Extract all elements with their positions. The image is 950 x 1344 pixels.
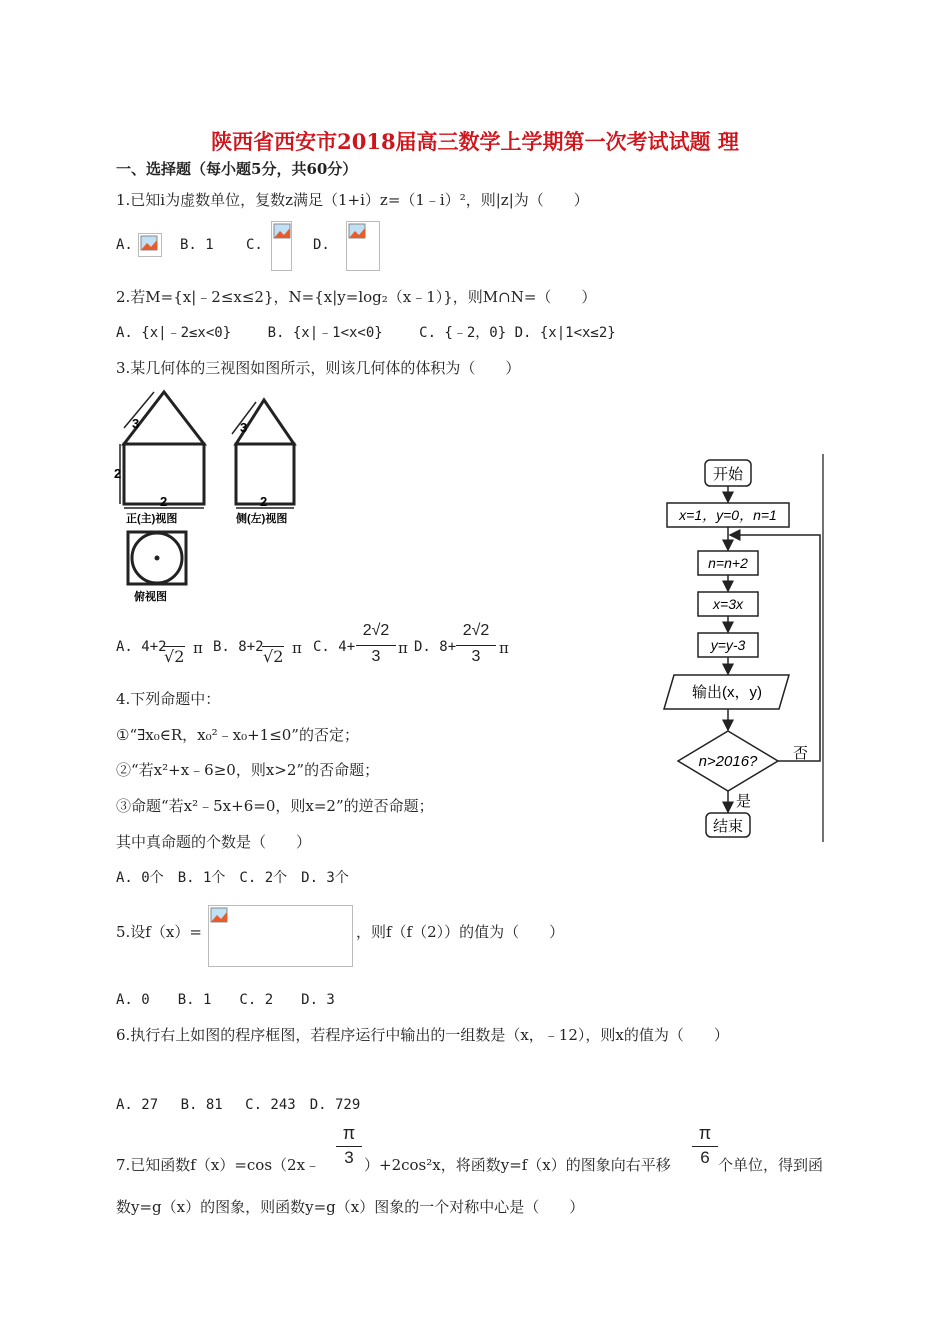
- q3-option-d-prefix: D. 8+: [414, 639, 457, 655]
- side-dim-2: 2: [260, 494, 268, 509]
- flow-step-y-text: y=y-3: [710, 637, 746, 653]
- q3-option-b-pi: π: [292, 639, 302, 657]
- front-dim-2-vertical: 2: [114, 466, 122, 481]
- q3-option-a-sqrt: √2: [164, 647, 185, 666]
- flow-start-text: 开始: [712, 466, 744, 483]
- q3-option-c-numerator: 2√2: [362, 622, 390, 639]
- q2-stem: 2.若M={x|﹣2≤x≤2}，N={x|y=log₂（x﹣1）}，则M∩N=（ ）: [116, 288, 597, 306]
- front-dim-2-horizontal: 2: [160, 494, 168, 509]
- q3-option-b-prefix: B. 8+2: [213, 639, 264, 655]
- side-view: [236, 400, 294, 504]
- q7-den-3: 3: [344, 1148, 354, 1167]
- q5-function-image: [208, 905, 353, 967]
- q3-option-d-numerator: 2√2: [462, 622, 490, 639]
- q3-option-a-prefix: A. 4+2: [116, 639, 167, 655]
- q1-option-b: B. 1: [180, 237, 214, 253]
- q3-option-c-prefix: C. 4+: [313, 639, 356, 655]
- q6-options: A. 27 B. 81 C. 243 D. 729: [116, 1097, 361, 1113]
- q7-pi-1: π: [342, 1123, 356, 1143]
- broken-image-icon: [140, 235, 158, 251]
- q4-proposition-3: ③命题“若x²﹣5x+6=0，则x=2”的逆否命题；: [116, 797, 434, 815]
- q3-option-a-pi: π: [193, 639, 203, 657]
- q1-option-a: A.: [116, 237, 133, 253]
- q2-options: A. {x|﹣2≤x<0} B. {x|﹣1<x<0} C. {﹣2，0} D. {x|1<x≤2}: [116, 325, 616, 341]
- q4-proposition-2: ②“若x²+x﹣6≥0，则x>2”的否命题；: [116, 761, 380, 779]
- broken-image-icon: [210, 907, 228, 923]
- flow-end-text: 结束: [712, 818, 744, 835]
- broken-image-icon: [273, 223, 291, 239]
- q3-option-b-sqrt: √2: [263, 647, 284, 666]
- top-view-label: 俯视图: [134, 591, 167, 603]
- q4-proposition-1: ①“∃x₀∈R，x₀²﹣x₀+1≤0”的否定；: [116, 726, 359, 744]
- q1-option-c: C.: [246, 237, 263, 253]
- side-view-label: 侧(左)视图: [236, 513, 288, 525]
- flow-init-text: x=1，y=0，n=1: [679, 507, 777, 523]
- q1-option-d: D.: [313, 237, 330, 253]
- flowchart: [650, 452, 830, 844]
- q4-options: A. 0个 B. 1个 C. 2个 D. 3个: [116, 870, 349, 886]
- front-dim-3: 3: [132, 416, 140, 431]
- broken-image-icon: [348, 223, 366, 239]
- q1-option-a-image: [138, 233, 162, 257]
- q4-stem: 4.下列命题中：: [116, 690, 221, 708]
- q4-ask: 其中真命题的个数是（ ）: [116, 833, 312, 851]
- front-view-label: 正(主)视图: [126, 513, 178, 525]
- side-dim-3: 3: [240, 420, 248, 435]
- section-heading: 一、选择题（每小题5分，共60分）: [116, 160, 358, 178]
- q7-den-6: 6: [700, 1148, 710, 1167]
- flow-step-x-text: x=3x: [713, 596, 743, 612]
- q7-line1-c: 个单位，得到函: [718, 1156, 824, 1174]
- q3-option-c-denominator: 3: [371, 648, 381, 665]
- three-view-figure: [112, 384, 312, 606]
- front-view: [124, 392, 204, 504]
- flow-step-n-text: n=n+2: [708, 555, 748, 571]
- q7-line2: 数y=g（x）的图象，则函数y=g（x）图象的一个对称中心是（ ）: [116, 1198, 585, 1216]
- q5-options: A. 0 B. 1 C. 2 D. 3: [116, 992, 335, 1008]
- q3-option-d-pi: π: [499, 639, 509, 657]
- flow-condition-text: n>2016?: [698, 753, 758, 770]
- q7-line1-a: 7.已知函数f（x）=cos（2x﹣: [116, 1156, 321, 1174]
- q1-option-d-image: [346, 221, 380, 271]
- page-title: 陕西省西安市2018届高三数学上学期第一次考试试题 理: [211, 129, 739, 154]
- q7-pi-2: π: [698, 1123, 712, 1143]
- q6-stem: 6.执行右上如图的程序框图，若程序运行中输出的一组数是（x，﹣12），则x的值为（ ）: [116, 1026, 729, 1044]
- q1-option-c-image: [271, 221, 292, 271]
- q3-option-d-denominator: 3: [471, 648, 481, 665]
- q3-stem: 3.某几何体的三视图如图所示，则该几何体的体积为（ ）: [116, 359, 521, 377]
- flow-yes-label: 是: [736, 793, 752, 810]
- q3-option-c-pi: π: [398, 639, 408, 657]
- flow-output-text: 输出(x，y): [692, 684, 762, 701]
- flow-no-label: 否: [793, 745, 809, 762]
- q1-stem: 1.已知i为虚数单位，复数z满足（1+i）z=（1﹣i）²，则|z|为（ ）: [116, 191, 589, 209]
- q7-line1-b: ）+2cos²x，将函数y=f（x）的图象向右平移: [364, 1156, 671, 1174]
- q5-stem-prefix: 5.设f（x）=: [116, 923, 202, 941]
- q5-stem-suffix: ，则f（f（2））的值为（ ）: [356, 923, 565, 941]
